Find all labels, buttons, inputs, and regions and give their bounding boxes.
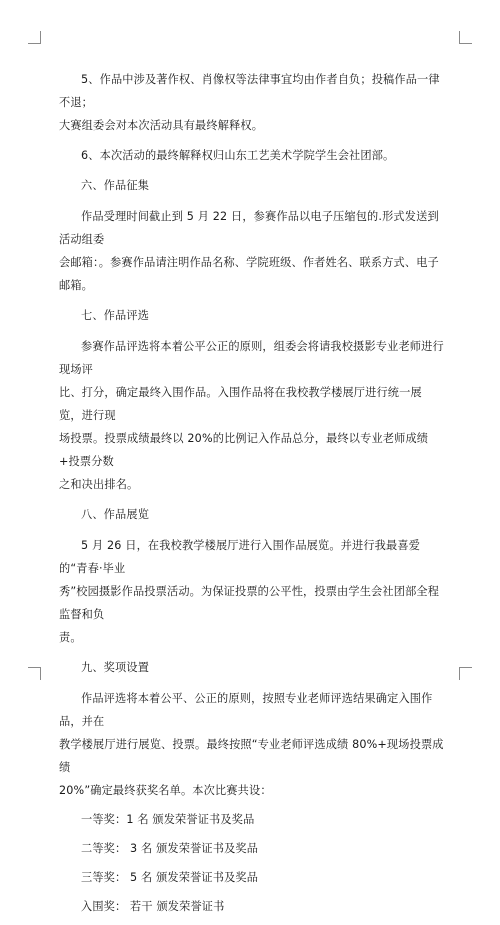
section-heading-collection: 六、作品征集 <box>81 179 150 192</box>
paragraph-line: 5、作品中涉及著作权、肖像权等法律事宜均由作者自负；投稿作品一律不退； <box>59 73 440 109</box>
crop-mark-top-right <box>459 31 472 44</box>
document-body <box>59 68 444 925</box>
paragraph-exhibition <box>59 534 444 649</box>
section-heading-awards: 九、奖项设置 <box>81 661 150 674</box>
paragraph-line: 会邮箱：。参赛作品请注明作品名称、学院班级、作者姓名、联系方式、电子邮箱。 <box>59 256 439 292</box>
award-third-prize: 三等奖： 5 名 颁发荣誉证书及奖品 <box>81 871 259 884</box>
paragraph-evaluation <box>59 335 444 496</box>
paragraph-line: 秀”校园摄影作品投票活动。为保证投票的公平性，投票由学生会社团部全程监督和负 <box>59 585 440 621</box>
paragraph-collection <box>59 205 444 297</box>
paragraph-line: 责。 <box>59 631 82 644</box>
crop-mark-top-left <box>28 31 41 44</box>
paragraph-rule-5 <box>59 68 444 137</box>
paragraph-line: 之和决出排名。 <box>59 478 139 491</box>
paragraph-line: 比、打分，确定最终入围作品。入围作品将在我校教学楼展厅进行统一展览，进行现 <box>59 386 422 422</box>
paragraph-awards-intro <box>59 687 444 802</box>
paragraph-line: 作品受理时间截止到 5 月 22 日，参赛作品以电子压缩包的.形式发送到活动组委 <box>59 210 439 246</box>
paragraph-line: 5 月 26 日，在我校教学楼展厅进行入围作品展览。并进行我最喜爱的“青春·毕业 <box>59 539 421 575</box>
crop-mark-bottom-right <box>459 667 472 680</box>
section-heading-evaluation: 七、作品评选 <box>81 309 150 322</box>
crop-mark-bottom-left <box>28 667 41 680</box>
paragraph-rule-6: 6、本次活动的最终解释权归山东工艺美术学院学生会社团部。 <box>81 149 395 162</box>
paragraph-line: 20%”确定最终获奖名单。本次比赛共设： <box>59 784 272 797</box>
paragraph-line: 大赛组委会对本次活动具有最终解释权。 <box>59 119 264 132</box>
paragraph-line: 参赛作品评选将本着公平公正的原则，组委会将请我校摄影专业老师进行现场评 <box>59 340 444 376</box>
award-second-prize: 二等奖： 3 名 颁发荣誉证书及奖品 <box>81 842 259 855</box>
paragraph-line: 场投票。投票成绩最终以 20%的比例记入作品总分，最终以专业老师成绩+投票分数 <box>59 432 429 468</box>
section-heading-exhibition: 八、作品展览 <box>81 508 150 521</box>
award-first-prize: 一等奖：1 名 颁发荣誉证书及奖品 <box>81 813 255 826</box>
paragraph-line: 作品评选将本着公平、公正的原则，按照专业老师评选结果确定入围作品，并在 <box>59 692 433 728</box>
award-finalist: 入围奖： 若干 颁发荣誉证书 <box>81 900 225 913</box>
paragraph-line: 教学楼展厅进行展览、投票。最终按照“专业老师评选成绩 80%+现场投票成绩 <box>59 738 444 774</box>
